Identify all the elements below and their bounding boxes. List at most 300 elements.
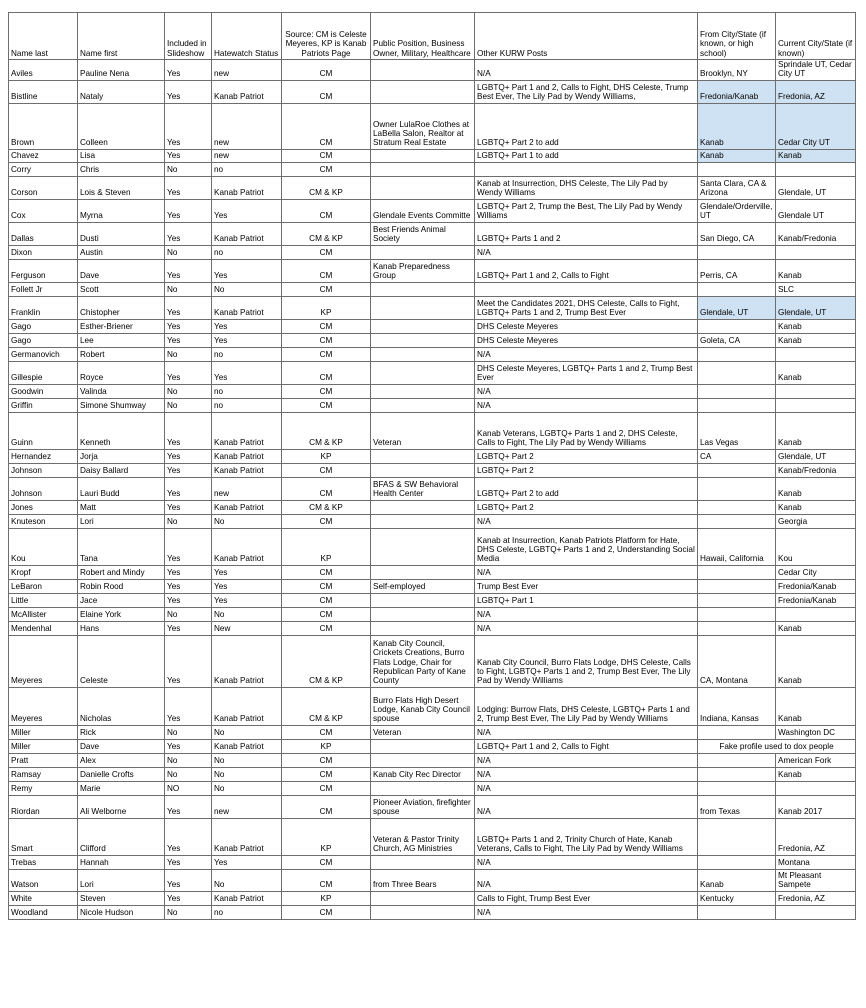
- cell-current-city-state: Fredonia, AZ: [776, 80, 856, 103]
- cell-name-first: Elaine York: [78, 607, 165, 621]
- cell-from-city-state: [698, 477, 776, 500]
- table-row: [9, 222, 856, 245]
- cell-other-kurw-posts: [475, 282, 698, 296]
- cell-other-kurw-posts: LGBTQ+ Part 2 to add: [475, 103, 698, 149]
- cell-source: CM & KP: [282, 222, 371, 245]
- cell-included-in-slideshow: Yes: [165, 869, 212, 891]
- cell-hatewatch-status: Yes: [212, 199, 282, 222]
- cell-included-in-slideshow: No: [165, 398, 212, 412]
- cell-name-first: Clifford: [78, 818, 165, 855]
- cell-name-last: Corry: [9, 162, 78, 176]
- cell-name-first: Rick: [78, 725, 165, 739]
- cell-source: CM: [282, 795, 371, 818]
- cell-current-city-state: [776, 162, 856, 176]
- cell-other-kurw-posts: [475, 162, 698, 176]
- cell-hatewatch-status: no: [212, 905, 282, 919]
- cell-name-last: Germanovich: [9, 347, 78, 361]
- cell-current-city-state: Kanab: [776, 477, 856, 500]
- cell-public-position: Self-employed: [371, 579, 475, 593]
- cell-from-city-state: [698, 781, 776, 795]
- cell-source: CM: [282, 869, 371, 891]
- table-row: [9, 725, 856, 739]
- cell-from-city-state: [698, 500, 776, 514]
- cell-current-city-state: Kanab 2017: [776, 795, 856, 818]
- table-row: [9, 579, 856, 593]
- cell-current-city-state: Kanab: [776, 635, 856, 687]
- cell-source: CM: [282, 347, 371, 361]
- cell-public-position: [371, 176, 475, 199]
- cell-other-kurw-posts: N/A: [475, 767, 698, 781]
- cell-name-last: Dixon: [9, 245, 78, 259]
- cell-from-city-state: Kanab: [698, 149, 776, 162]
- cell-included-in-slideshow: No: [165, 767, 212, 781]
- cell-included-in-slideshow: Yes: [165, 635, 212, 687]
- cell-current-city-state: Kanab: [776, 621, 856, 635]
- cell-included-in-slideshow: Yes: [165, 477, 212, 500]
- cell-current-city-state: Kou: [776, 528, 856, 565]
- cell-name-first: Ali Welborne: [78, 795, 165, 818]
- cell-source: CM: [282, 905, 371, 919]
- cell-current-city-state: [776, 607, 856, 621]
- table-row: [9, 818, 856, 855]
- cell-source: CM: [282, 565, 371, 579]
- cell-name-first: Colleen: [78, 103, 165, 149]
- cell-from-city-state: [698, 818, 776, 855]
- cell-current-city-state: Glendale, UT: [776, 176, 856, 199]
- cell-other-kurw-posts: N/A: [475, 855, 698, 869]
- cell-hatewatch-status: No: [212, 869, 282, 891]
- cell-current-city-state: Cedar City UT: [776, 103, 856, 149]
- cell-name-first: Jace: [78, 593, 165, 607]
- cell-hatewatch-status: Kanab Patriot: [212, 739, 282, 753]
- cell-public-position: [371, 361, 475, 384]
- cell-source: KP: [282, 891, 371, 905]
- cell-included-in-slideshow: Yes: [165, 149, 212, 162]
- cell-source: CM: [282, 725, 371, 739]
- cell-from-city-state: [698, 593, 776, 607]
- cell-included-in-slideshow: No: [165, 725, 212, 739]
- cell-current-city-state: American Fork: [776, 753, 856, 767]
- cell-current-city-state: Kanab/Fredonia: [776, 463, 856, 477]
- cell-hatewatch-status: new: [212, 477, 282, 500]
- cell-included-in-slideshow: Yes: [165, 739, 212, 753]
- cell-name-first: Dave: [78, 259, 165, 282]
- cell-name-first: Lori: [78, 514, 165, 528]
- cell-name-last: Chavez: [9, 149, 78, 162]
- cell-public-position: [371, 162, 475, 176]
- cell-hatewatch-status: Kanab Patriot: [212, 500, 282, 514]
- cell-source: KP: [282, 528, 371, 565]
- cell-source: CM: [282, 282, 371, 296]
- cell-current-city-state: [776, 905, 856, 919]
- cell-included-in-slideshow: Yes: [165, 528, 212, 565]
- cell-current-city-state: Glendale UT: [776, 199, 856, 222]
- table-row: [9, 869, 856, 891]
- cell-public-position: from Three Bears: [371, 869, 475, 891]
- cell-name-last: Goodwin: [9, 384, 78, 398]
- cell-public-position: Kanab Preparedness Group: [371, 259, 475, 282]
- cell-name-first: Celeste: [78, 635, 165, 687]
- cell-name-first: Robert and Mindy: [78, 565, 165, 579]
- cell-other-kurw-posts: LGBTQ+ Part 2 to add: [475, 477, 698, 500]
- cell-public-position: [371, 905, 475, 919]
- cell-from-city-state: Indiana, Kansas: [698, 687, 776, 725]
- cell-hatewatch-status: Yes: [212, 593, 282, 607]
- cell-current-city-state: Glendale, UT: [776, 449, 856, 463]
- cell-source: CM: [282, 333, 371, 347]
- cell-source: CM: [282, 199, 371, 222]
- cell-source: CM: [282, 319, 371, 333]
- cell-current-city-state: Kanab: [776, 319, 856, 333]
- cell-current-city-state: Glendale, UT: [776, 296, 856, 319]
- cell-from-city-state: from Texas: [698, 795, 776, 818]
- cell-name-last: Corson: [9, 176, 78, 199]
- cell-from-city-state: [698, 753, 776, 767]
- cell-public-position: [371, 781, 475, 795]
- table-body: [9, 60, 856, 920]
- cell-name-first: Nataly: [78, 80, 165, 103]
- cell-name-first: Matt: [78, 500, 165, 514]
- cell-included-in-slideshow: Yes: [165, 176, 212, 199]
- cell-from-city-state: Hawaii, California: [698, 528, 776, 565]
- cell-name-first: Steven: [78, 891, 165, 905]
- cell-other-kurw-posts: N/A: [475, 869, 698, 891]
- cell-from-city-state: Santa Clara, CA & Arizona: [698, 176, 776, 199]
- cell-public-position: [371, 593, 475, 607]
- cell-public-position: [371, 528, 475, 565]
- cell-from-city-state: [698, 855, 776, 869]
- cell-from-city-state: Fake profile used to dox people: [698, 739, 856, 753]
- cell-name-first: Nicholas: [78, 687, 165, 725]
- cell-included-in-slideshow: No: [165, 905, 212, 919]
- cell-name-first: Dave: [78, 739, 165, 753]
- table-row: [9, 753, 856, 767]
- cell-name-last: Jones: [9, 500, 78, 514]
- cell-name-first: Chistopher: [78, 296, 165, 319]
- cell-other-kurw-posts: LGBTQ+ Parts 1 and 2, Trinity Church of Hate, Kanab Veterans, Calls to Fight, The Lily Pad by Wendy Williams: [475, 818, 698, 855]
- cell-included-in-slideshow: Yes: [165, 296, 212, 319]
- cell-source: KP: [282, 739, 371, 753]
- cell-hatewatch-status: Kanab Patriot: [212, 80, 282, 103]
- table-row: [9, 905, 856, 919]
- cell-included-in-slideshow: Yes: [165, 412, 212, 449]
- cell-name-last: Bistline: [9, 80, 78, 103]
- cell-name-first: Dusti: [78, 222, 165, 245]
- cell-included-in-slideshow: Yes: [165, 565, 212, 579]
- cell-name-first: Lauri Budd: [78, 477, 165, 500]
- cell-other-kurw-posts: LGBTQ+ Parts 1 and 2: [475, 222, 698, 245]
- table-row: [9, 361, 856, 384]
- cell-other-kurw-posts: LGBTQ+ Part 1 to add: [475, 149, 698, 162]
- cell-other-kurw-posts: N/A: [475, 753, 698, 767]
- cell-included-in-slideshow: Yes: [165, 687, 212, 725]
- table-row: [9, 739, 856, 753]
- cell-from-city-state: [698, 725, 776, 739]
- cell-hatewatch-status: Kanab Patriot: [212, 296, 282, 319]
- cell-source: CM: [282, 514, 371, 528]
- cell-public-position: [371, 319, 475, 333]
- cell-included-in-slideshow: Yes: [165, 222, 212, 245]
- cell-name-last: Franklin: [9, 296, 78, 319]
- cell-name-last: Guinn: [9, 412, 78, 449]
- cell-from-city-state: [698, 347, 776, 361]
- cell-current-city-state: [776, 245, 856, 259]
- table-row: [9, 500, 856, 514]
- cell-name-first: Esther-Briener: [78, 319, 165, 333]
- cell-other-kurw-posts: LGBTQ+ Part 1: [475, 593, 698, 607]
- table-row: [9, 855, 856, 869]
- cell-hatewatch-status: Kanab Patriot: [212, 463, 282, 477]
- cell-other-kurw-posts: LGBTQ+ Part 2, Trump the Best, The Lily Pad by Wendy Williams: [475, 199, 698, 222]
- cell-name-first: Hannah: [78, 855, 165, 869]
- cell-name-last: Woodland: [9, 905, 78, 919]
- cell-name-last: Follett Jr: [9, 282, 78, 296]
- cell-source: KP: [282, 296, 371, 319]
- cell-name-last: Hernandez: [9, 449, 78, 463]
- header-source: Source: CM is Celeste Meyeres, KP is Kanab Patriots Page: [282, 13, 371, 60]
- cell-public-position: [371, 398, 475, 412]
- cell-from-city-state: Kanab: [698, 869, 776, 891]
- cell-included-in-slideshow: Yes: [165, 103, 212, 149]
- cell-hatewatch-status: Kanab Patriot: [212, 687, 282, 725]
- cell-from-city-state: [698, 514, 776, 528]
- cell-source: CM & KP: [282, 635, 371, 687]
- cell-public-position: [371, 500, 475, 514]
- cell-other-kurw-posts: N/A: [475, 781, 698, 795]
- cell-source: CM: [282, 607, 371, 621]
- cell-public-position: [371, 296, 475, 319]
- cell-source: CM: [282, 60, 371, 81]
- table-row: [9, 412, 856, 449]
- cell-name-first: Jorja: [78, 449, 165, 463]
- cell-included-in-slideshow: Yes: [165, 855, 212, 869]
- cell-other-kurw-posts: LGBTQ+ Part 2: [475, 500, 698, 514]
- cell-public-position: Burro Flats High Desert Lodge, Kanab City Council spouse: [371, 687, 475, 725]
- cell-current-city-state: [776, 347, 856, 361]
- cell-current-city-state: Kanab: [776, 361, 856, 384]
- cell-public-position: [371, 449, 475, 463]
- cell-public-position: [371, 333, 475, 347]
- table-row: [9, 60, 856, 81]
- table-row: [9, 80, 856, 103]
- cell-name-last: Smart: [9, 818, 78, 855]
- cell-hatewatch-status: Yes: [212, 319, 282, 333]
- header-included-in-slideshow: Included in Slideshow: [165, 13, 212, 60]
- cell-name-last: Gago: [9, 333, 78, 347]
- cell-hatewatch-status: Yes: [212, 361, 282, 384]
- table-row: [9, 103, 856, 149]
- table-row: [9, 347, 856, 361]
- cell-included-in-slideshow: Yes: [165, 333, 212, 347]
- cell-name-last: Little: [9, 593, 78, 607]
- cell-hatewatch-status: Kanab Patriot: [212, 818, 282, 855]
- cell-name-first: Chris: [78, 162, 165, 176]
- cell-other-kurw-posts: N/A: [475, 347, 698, 361]
- table-row: [9, 245, 856, 259]
- cell-hatewatch-status: no: [212, 162, 282, 176]
- cell-name-last: Brown: [9, 103, 78, 149]
- cell-included-in-slideshow: Yes: [165, 60, 212, 81]
- header-current-city-state: Current City/State (if known): [776, 13, 856, 60]
- cell-name-first: Lee: [78, 333, 165, 347]
- cell-source: CM: [282, 103, 371, 149]
- table-row: [9, 333, 856, 347]
- cell-hatewatch-status: new: [212, 103, 282, 149]
- header-public-position: Public Position, Business Owner, Military, Healthcare: [371, 13, 475, 60]
- cell-hatewatch-status: Kanab Patriot: [212, 176, 282, 199]
- cell-other-kurw-posts: Meet the Candidates 2021, DHS Celeste, Calls to Fight, LGBTQ+ Parts 1 and 2, Trump Best Ever: [475, 296, 698, 319]
- cell-hatewatch-status: no: [212, 384, 282, 398]
- cell-name-last: Griffin: [9, 398, 78, 412]
- cell-name-first: Scott: [78, 282, 165, 296]
- cell-included-in-slideshow: Yes: [165, 463, 212, 477]
- cell-name-last: Riordan: [9, 795, 78, 818]
- cell-other-kurw-posts: Kanab at Insurrection, Kanab Patriots Platform for Hate, DHS Celeste, LGBTQ+ Parts 1 and 2, Understanding Social Media: [475, 528, 698, 565]
- cell-hatewatch-status: No: [212, 725, 282, 739]
- cell-from-city-state: [698, 905, 776, 919]
- cell-from-city-state: Kanab: [698, 103, 776, 149]
- cell-public-position: Kanab City Rec Director: [371, 767, 475, 781]
- cell-public-position: Glendale Events Committe: [371, 199, 475, 222]
- cell-hatewatch-status: no: [212, 347, 282, 361]
- cell-current-city-state: Kanab: [776, 687, 856, 725]
- cell-source: CM: [282, 767, 371, 781]
- cell-source: CM: [282, 149, 371, 162]
- cell-public-position: [371, 607, 475, 621]
- cell-from-city-state: [698, 607, 776, 621]
- table-row: [9, 593, 856, 607]
- cell-source: CM: [282, 477, 371, 500]
- cell-hatewatch-status: Kanab Patriot: [212, 891, 282, 905]
- cell-other-kurw-posts: N/A: [475, 725, 698, 739]
- cell-name-last: Cox: [9, 199, 78, 222]
- cell-hatewatch-status: Kanab Patriot: [212, 222, 282, 245]
- cell-from-city-state: [698, 398, 776, 412]
- header-from-city-state: From City/State (if known, or high school): [698, 13, 776, 60]
- cell-included-in-slideshow: Yes: [165, 80, 212, 103]
- cell-other-kurw-posts: N/A: [475, 60, 698, 81]
- cell-included-in-slideshow: Yes: [165, 319, 212, 333]
- cell-included-in-slideshow: Yes: [165, 818, 212, 855]
- header-row: [9, 13, 856, 60]
- cell-other-kurw-posts: N/A: [475, 398, 698, 412]
- cell-name-first: Simone Shumway: [78, 398, 165, 412]
- cell-current-city-state: Fredonia, AZ: [776, 891, 856, 905]
- cell-other-kurw-posts: N/A: [475, 905, 698, 919]
- cell-name-last: Watson: [9, 869, 78, 891]
- cell-hatewatch-status: Yes: [212, 333, 282, 347]
- cell-source: CM: [282, 579, 371, 593]
- cell-from-city-state: [698, 361, 776, 384]
- cell-name-last: Johnson: [9, 463, 78, 477]
- cell-public-position: [371, 384, 475, 398]
- cell-from-city-state: Perris, CA: [698, 259, 776, 282]
- cell-name-first: Pauline Nena: [78, 60, 165, 81]
- header-name-last: Name last: [9, 13, 78, 60]
- cell-other-kurw-posts: LGBTQ+ Part 1 and 2, Calls to Fight: [475, 259, 698, 282]
- cell-source: CM & KP: [282, 687, 371, 725]
- cell-name-last: Pratt: [9, 753, 78, 767]
- cell-from-city-state: [698, 162, 776, 176]
- cell-other-kurw-posts: N/A: [475, 621, 698, 635]
- cell-source: CM: [282, 384, 371, 398]
- cell-name-last: Kou: [9, 528, 78, 565]
- table-row: [9, 621, 856, 635]
- cell-public-position: [371, 855, 475, 869]
- cell-name-last: Knuteson: [9, 514, 78, 528]
- cell-other-kurw-posts: Kanab City Council, Burro Flats Lodge, DHS Celeste, Calls to Fight, LGBTQ+ Parts 1 and 2, Trump Best Ever, The Lily Pad by Wendy Williams: [475, 635, 698, 687]
- cell-public-position: Best Friends Animal Society: [371, 222, 475, 245]
- table-row: [9, 565, 856, 579]
- table-row: [9, 149, 856, 162]
- cell-hatewatch-status: No: [212, 607, 282, 621]
- cell-hatewatch-status: No: [212, 753, 282, 767]
- cell-current-city-state: Kanab: [776, 412, 856, 449]
- cell-current-city-state: Kanab: [776, 333, 856, 347]
- cell-name-first: Lisa: [78, 149, 165, 162]
- cell-from-city-state: Brooklyn, NY: [698, 60, 776, 81]
- cell-name-last: Ferguson: [9, 259, 78, 282]
- cell-current-city-state: Cedar City: [776, 565, 856, 579]
- cell-hatewatch-status: Yes: [212, 565, 282, 579]
- cell-current-city-state: SLC: [776, 282, 856, 296]
- cell-from-city-state: [698, 463, 776, 477]
- cell-hatewatch-status: Kanab Patriot: [212, 449, 282, 463]
- cell-name-first: Robert: [78, 347, 165, 361]
- cell-source: CM & KP: [282, 176, 371, 199]
- cell-name-last: Mendenhal: [9, 621, 78, 635]
- cell-source: CM: [282, 781, 371, 795]
- cell-name-first: Alex: [78, 753, 165, 767]
- cell-from-city-state: Kentucky: [698, 891, 776, 905]
- cell-included-in-slideshow: Yes: [165, 449, 212, 463]
- cell-from-city-state: Glendale, UT: [698, 296, 776, 319]
- cell-hatewatch-status: Yes: [212, 579, 282, 593]
- table-row: [9, 635, 856, 687]
- table-row: [9, 795, 856, 818]
- cell-from-city-state: Goleta, CA: [698, 333, 776, 347]
- cell-other-kurw-posts: N/A: [475, 514, 698, 528]
- cell-name-first: Myrna: [78, 199, 165, 222]
- table-row: [9, 891, 856, 905]
- cell-name-last: Trebas: [9, 855, 78, 869]
- cell-public-position: [371, 621, 475, 635]
- cell-public-position: [371, 463, 475, 477]
- table-row: [9, 282, 856, 296]
- cell-source: CM & KP: [282, 412, 371, 449]
- cell-source: CM: [282, 398, 371, 412]
- cell-name-last: Gillespie: [9, 361, 78, 384]
- cell-current-city-state: Fredonia/Kanab: [776, 579, 856, 593]
- cell-included-in-slideshow: Yes: [165, 199, 212, 222]
- cell-name-last: Gago: [9, 319, 78, 333]
- cell-name-last: LeBaron: [9, 579, 78, 593]
- cell-name-first: Hans: [78, 621, 165, 635]
- cell-included-in-slideshow: Yes: [165, 579, 212, 593]
- cell-name-last: Meyeres: [9, 687, 78, 725]
- cell-hatewatch-status: No: [212, 282, 282, 296]
- cell-name-last: White: [9, 891, 78, 905]
- cell-source: CM: [282, 753, 371, 767]
- cell-hatewatch-status: Yes: [212, 855, 282, 869]
- table-row: [9, 176, 856, 199]
- cell-from-city-state: [698, 621, 776, 635]
- table-row: [9, 477, 856, 500]
- cell-current-city-state: Fredonia, AZ: [776, 818, 856, 855]
- cell-hatewatch-status: No: [212, 514, 282, 528]
- cell-current-city-state: [776, 384, 856, 398]
- table-row: [9, 319, 856, 333]
